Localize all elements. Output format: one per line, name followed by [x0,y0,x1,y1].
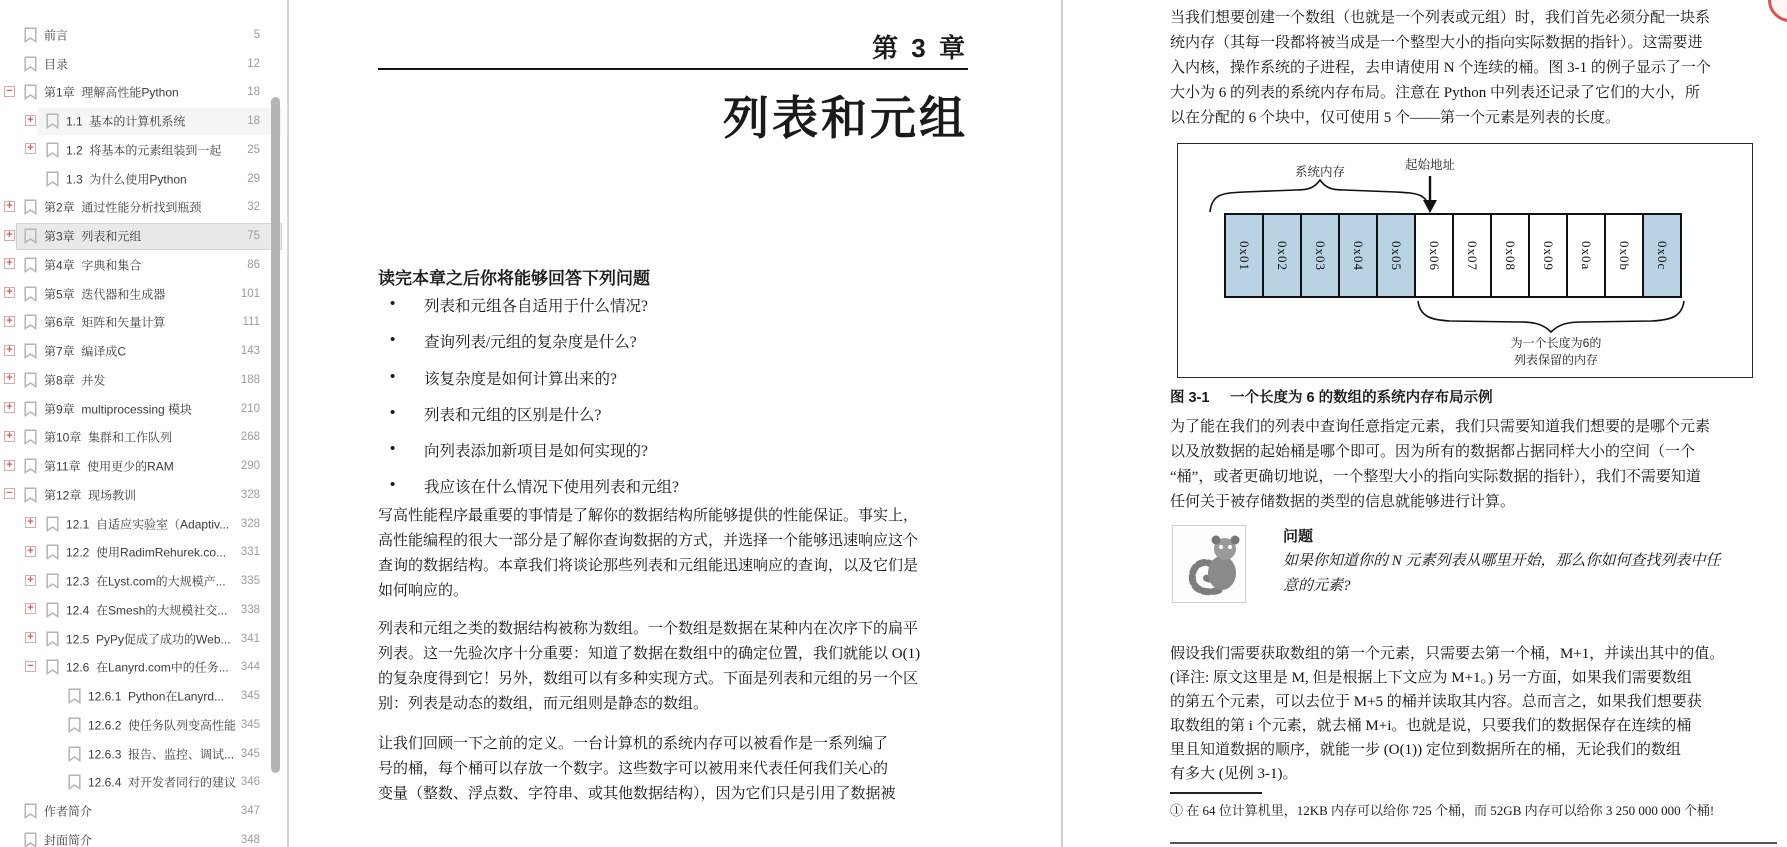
toc-item-page: 86 [247,258,260,271]
question-bullet [378,367,968,403]
bookmark-icon [24,27,37,43]
expander-icon[interactable] [25,143,36,154]
bookmark-icon [24,84,37,100]
toc-item[interactable] [0,78,285,107]
toc-item[interactable] [0,739,285,768]
toc-item-page: 348 [240,833,260,846]
bookmark-icon [68,717,81,733]
toc-item-page: 188 [240,373,260,386]
toc-item[interactable] [0,481,285,510]
toc-item[interactable] [0,538,285,567]
bookmark-icon [24,803,37,819]
text-line: 列表和元组之类的数据结构被称为数组。一个数组是数据在某种内在次序下的扁平 [378,621,919,637]
page-divider [1061,0,1063,847]
text-line: 查询的数据结构。本章我们将谈论那些列表和元组能迅速响应的查询，以及它们是 [378,558,919,574]
toc-item-label: 第8章 并发 [44,373,106,388]
bullet-text: 我应该在什么情况下使用列表和元组? [424,479,679,497]
toc-item-label: 12.6.2 使任务队列变高性能 [88,718,237,733]
expander-icon[interactable] [4,287,15,298]
bookmark-icon [46,659,59,675]
problem-title: 问题 [1283,528,1314,545]
toc-item-page: 341 [240,632,260,645]
toc-item-label: 第6章 矩阵和矢量计算 [44,315,166,330]
text-line: 的复杂度得到它！另外，数组可以有多种实现方式。下面是列表和元组的另一个区 [378,671,919,687]
toc-item[interactable] [0,452,285,481]
memory-cell [1224,213,1264,298]
text-line: 入内核，操作系统的子进程，去申请使用 N 个连续的桶。图 3-1 的例子显示了一个 [1170,60,1711,76]
bullet-dot: • [390,440,396,458]
toc-item-label: 1.2 将基本的元素组装到一起 [66,143,222,158]
bookmark-icon [24,228,37,244]
figure-caption-tag: 图 3-1 [1170,390,1210,406]
toc-item-page: 25 [247,143,260,156]
footnote: ① 在 64 位计算机里，12KB 内存可以给你 725 个桶，而 52GB 内存可以给你 3 250 000 000 个桶! [1170,803,1715,818]
lemur-image [1172,525,1246,603]
toc-item[interactable] [0,394,285,423]
expander-icon[interactable] [25,115,36,126]
sidebar-scrollbar-thumb[interactable] [271,97,280,773]
paragraph [1170,415,1777,515]
cell-address: 0x07 [1465,240,1480,271]
toc-item-page: 5 [253,28,260,41]
toc-item-label: 第10章 集群和工作队列 [44,430,173,445]
text-line: 意的元素? [1283,578,1351,594]
cell-address: 0x0b [1617,240,1632,271]
expander-icon[interactable] [25,661,36,672]
bookmark-icon [24,257,37,273]
toc-item-label: 12.5 PyPy促成了成功的Web... [66,632,231,647]
start-address-label: 起始地址 [1404,158,1455,172]
question-bullet [378,330,968,366]
figure-caption [1170,386,1493,407]
expander-icon[interactable] [4,488,15,499]
bullet-text: 该复杂度是如何计算出来的? [424,370,617,388]
toc-item-label: 12.2 使用RadimRehurek.co... [66,545,227,560]
toc-item[interactable] [0,768,285,797]
paragraph [1170,6,1777,131]
cell-address: 0x01 [1237,240,1252,271]
bookmark-icon [24,458,37,474]
expander-icon[interactable] [4,373,15,384]
bookmark-icon [24,429,37,445]
toc-item-label: 第12章 现场教训 [44,488,137,503]
toc-item[interactable] [0,21,285,50]
bookmark-icon [46,516,59,532]
right-page [1170,0,1777,847]
expander-icon[interactable] [4,201,15,212]
expander-icon[interactable] [25,575,36,586]
expander-icon[interactable] [4,460,15,471]
toc-item-page: 328 [240,517,260,530]
bullet-dot: • [390,295,396,312]
problem-callout [1170,523,1777,613]
bookmark-icon [46,573,59,589]
toc-item-label: 12.6.1 Python在Lanyrd... [88,689,225,704]
toc-item-page: 18 [247,86,260,99]
toc-item-page: 143 [240,345,260,358]
toc-item-label: 第4章 字典和集合 [44,258,142,273]
bookmark-icon [46,631,59,647]
toc-item-page: 346 [240,776,260,789]
expander-icon[interactable] [25,603,36,614]
toc-item-page: 101 [240,287,260,300]
memory-cell [1262,213,1302,298]
toc-item[interactable] [0,509,285,538]
toc-item-page: 331 [240,546,260,559]
toc-item[interactable] [0,136,285,165]
memory-cell [1604,213,1644,298]
toc-item-label: 目录 [44,57,69,72]
toc-item-label: 12.6.3 报告、监控、调试... [88,747,235,762]
bullet-text: 列表和元组的区别是什么? [424,406,602,424]
cell-address: 0x06 [1427,240,1442,271]
toc-item[interactable] [0,423,285,452]
toc-item-page: 210 [240,402,260,415]
toc-item[interactable] [0,164,285,193]
memory-cell [1566,213,1606,298]
bookmark-icon [46,142,59,158]
toc-item-page: 75 [247,230,260,243]
toc-item-label: 第5章 迭代器和生成器 [44,287,166,302]
text-line: 的第五个元素，可以去位于 M+5 的桶并读取其内容。总而言之，如果我们想要获 [1170,694,1702,710]
toc-item-label: 第1章 理解高性能Python [44,85,179,100]
toc-item-page: 29 [247,172,260,185]
toc-item-page: 347 [240,805,260,818]
toc-item[interactable] [0,251,285,280]
bookmark-icon [68,774,81,790]
text-line: 别：列表是动态的数组，而元组则是静态的数组。 [378,696,709,712]
text-line: 大小为 6 的列表的系统内存布局。注意在 Python 中列表还记录了它们的大小，所 [1170,85,1701,101]
toc-item[interactable] [0,596,285,625]
expander-icon[interactable] [25,546,36,557]
text-line: 取数组的第 i 个元素，就去桶 M+i。也就是说，只要我们的数据保存在连续的桶 [1170,718,1692,734]
toc-item-label: 第7章 编译成C [44,344,127,359]
memory-cell [1414,213,1454,298]
bookmark-icon [46,602,59,618]
toc-item-label: 12.6.4 对开发者同行的建议 [88,775,237,790]
bullet-dot: • [390,476,396,494]
memory-cell [1338,213,1378,298]
toc-item-page: 335 [240,575,260,588]
toc-item-page: 32 [247,201,260,214]
bookmark-icon [24,343,37,359]
paragraph [378,732,968,807]
bullet-dot: • [390,403,396,421]
memory-cell [1642,213,1682,298]
problem-text [1283,549,1721,599]
toc-item-page: 345 [240,690,260,703]
figure-caption-text: 一个长度为 6 的数组的系统内存布局示例 [1229,390,1493,406]
memory-cell [1490,213,1530,298]
cell-address: 0x03 [1313,240,1328,271]
memory-cells [1226,213,1682,298]
bookmark-icon [68,746,81,762]
toc-item[interactable] [0,279,285,308]
toc-item[interactable] [0,682,285,711]
memory-layout-figure [1177,143,1753,378]
bookmark-icon [24,56,37,72]
expander-icon[interactable] [4,402,15,413]
bookmark-icon [46,544,59,560]
expander-icon[interactable] [4,316,15,327]
bookmark-icon [24,372,37,388]
memory-cell [1452,213,1492,298]
toc-item-label: 12.6 在Lanyrd.com中的任务... [66,660,229,675]
text-line: “桶”，或者更确切地说，一个整型大小的指向实际数据的指针），我们不需要知道 [1170,469,1701,485]
cell-address: 0x09 [1541,240,1556,271]
toc-item-page: 344 [240,661,260,674]
text-line: 为了能在我们的列表中查询任意指定元素，我们只需要知道我们想要的是哪个元素 [1170,419,1711,435]
toc-item[interactable] [0,624,285,653]
text-line: 让我们回顾一下之前的定义。一台计算机的系统内存可以被看作是一系列编了 [378,736,889,752]
bookmark-icon [24,832,37,847]
footnote-separator [1170,792,1262,794]
toc-item-label: 第9章 multiprocessing 模块 [44,402,193,417]
text-line: 写高性能程序最重要的事情是了解你的数据结构所能够提供的性能保证。事实上， [378,508,919,524]
toc-item[interactable] [0,797,285,826]
toc-item-page: 12 [247,57,260,70]
expander-icon[interactable] [4,258,15,269]
toc-item-page: 18 [247,115,260,128]
paragraph [378,617,968,717]
bookmark-icon [68,688,81,704]
questions-heading: 读完本章之后你将能够回答下列问题 [378,269,650,288]
expander-icon[interactable] [25,632,36,643]
text-line: 高性能编程的很大一部分是了解你查询数据的方式，并选择一个能够迅速响应这个 [378,533,919,549]
text-line: 统内存（其每一段都将被当成是一个整型大小的指向实际数据的指针）。这需要进 [1170,35,1703,51]
reserved-memory-label: 为一个长度为6的 [1510,336,1602,350]
bookmark-icon [24,286,37,302]
toc-item-label: 第2章 通过性能分析找到瓶颈 [44,200,202,215]
memory-cell [1300,213,1340,298]
text-line: 有多大 (见例 3-1)。 [1170,766,1298,782]
bookmark-icon [46,113,59,129]
bullet-text: 向列表添加新项目是如何实现的? [424,443,648,461]
toc-item-label: 前言 [44,28,69,43]
toc-item[interactable] [0,653,285,682]
bookmark-icon [24,487,37,503]
text-line: (译注: 原文这里是 M, 但是根据上下文应为 M+1。) 另一方面，如果我们需要数组 [1170,670,1692,686]
toc-item-page: 345 [240,718,260,731]
reserved-memory-label: 列表保留的内存 [1513,353,1598,367]
text-line: 如何响应的。 [378,583,469,599]
toc-item-page: 268 [240,431,260,444]
question-bullet [378,403,968,439]
toc-item-label: 1.1 基本的计算机系统 [66,114,186,129]
left-page [378,0,968,847]
question-bullet [378,439,968,475]
expander-icon[interactable] [4,230,15,241]
bookmark-icon [46,171,59,187]
toc-item[interactable] [0,308,285,337]
toc-item-label: 第3章 列表和元组 [44,229,142,244]
toc-item[interactable] [0,222,285,251]
bookmark-icon [24,199,37,215]
text-line: 如果你知道你的 N 元素列表从哪里开始，那么你如何查找列表中任 [1283,553,1721,569]
toc-item-label: 封面简介 [44,833,93,847]
cell-address: 0x0a [1579,240,1594,271]
chapter-title: 列表和元组 [723,92,968,144]
paragraph [378,504,968,604]
toc-item-page: 328 [240,488,260,501]
toc-list [0,21,285,847]
toc-item-page: 338 [240,603,260,616]
cell-address: 0x0c [1655,240,1670,271]
bookmarks-panel [0,0,289,847]
toc-item-label: 12.4 在Smesh的大规模社交... [66,603,228,618]
expander-icon[interactable] [4,86,15,97]
toc-item[interactable] [0,711,285,740]
memory-cell [1376,213,1416,298]
cell-address: 0x05 [1389,240,1404,271]
chapter-number: 第 3 章 [872,33,968,63]
memory-cell [1528,213,1568,298]
toc-item[interactable] [0,826,285,847]
toc-item-page: 345 [240,747,260,760]
paragraph [1170,642,1777,786]
toc-item-page: 111 [242,316,260,329]
text-line: 号的桶，每个桶可以存放一个数字。这些数字可以被用来代表任何我们关心的 [378,761,889,777]
toc-item[interactable] [0,107,285,136]
toc-item-label: 12.3 在Lyst.com的大规模产... [66,574,226,589]
expander-icon[interactable] [25,517,36,528]
system-memory-label: 系统内存 [1294,165,1345,179]
bullet-dot: • [390,331,396,349]
text-line: 当我们想要创建一个数组（也就是一个列表或元组）时，我们首先必须分配一块系 [1170,10,1711,26]
toc-item[interactable] [0,193,285,222]
toc-item-label: 1.3 为什么使用Python [66,172,187,187]
bullet-text: 列表和元组各自适用于什么情况? [424,298,648,315]
toc-item[interactable] [0,366,285,395]
question-bullet [378,294,968,330]
bookmark-icon [24,314,37,330]
bullet-text: 查询列表/元组的复杂度是什么? [424,334,637,352]
toc-item[interactable] [0,337,285,366]
cell-address: 0x02 [1275,240,1290,271]
page-footer-rule [1170,842,1777,844]
text-line: 以及放数据的起始桶是哪个即可。因为所有的数据都占据同样大小的空间（一个 [1170,444,1696,460]
bullet-dot: • [390,367,396,385]
question-list [378,294,968,512]
text-line: 里且知道数据的顺序，就能一步 (O(1)) 定位到数据所在的桶，无论我们的数组 [1170,742,1681,758]
toc-item-label: 第11章 使用更少的RAM [44,459,174,474]
text-line: 任何关于被存储数据的类型的信息就能够进行计算。 [1170,494,1516,510]
toc-item-page: 290 [240,460,260,473]
text-line: 以在分配的 6 个块中，仅可使用 5 个——第一个元素是列表的长度。 [1170,110,1621,126]
cell-address: 0x08 [1503,240,1518,271]
expander-icon[interactable] [4,431,15,442]
toc-item[interactable] [0,567,285,596]
toc-item[interactable] [0,49,285,78]
bookmark-icon [24,401,37,417]
text-line: 列表。这一先验次序十分重要：知道了数据在数组中的确定位置，我们就能以 O(1) [378,646,921,662]
toc-item-label: 12.1 自适应实验室（Adaptiv... [66,517,230,532]
toc-item-label: 作者简介 [44,804,93,819]
chapter-rule [378,68,968,70]
text-line: 变量（整数、浮点数、字符串、或其他数据结构），因为它们只是引用了数据被 [378,786,896,802]
cell-address: 0x04 [1351,240,1366,271]
expander-icon[interactable] [4,345,15,356]
text-line: 假设我们需要获取数组的第一个元素，只需要去第一个桶，M+1，并读出其中的值。 [1170,646,1725,662]
